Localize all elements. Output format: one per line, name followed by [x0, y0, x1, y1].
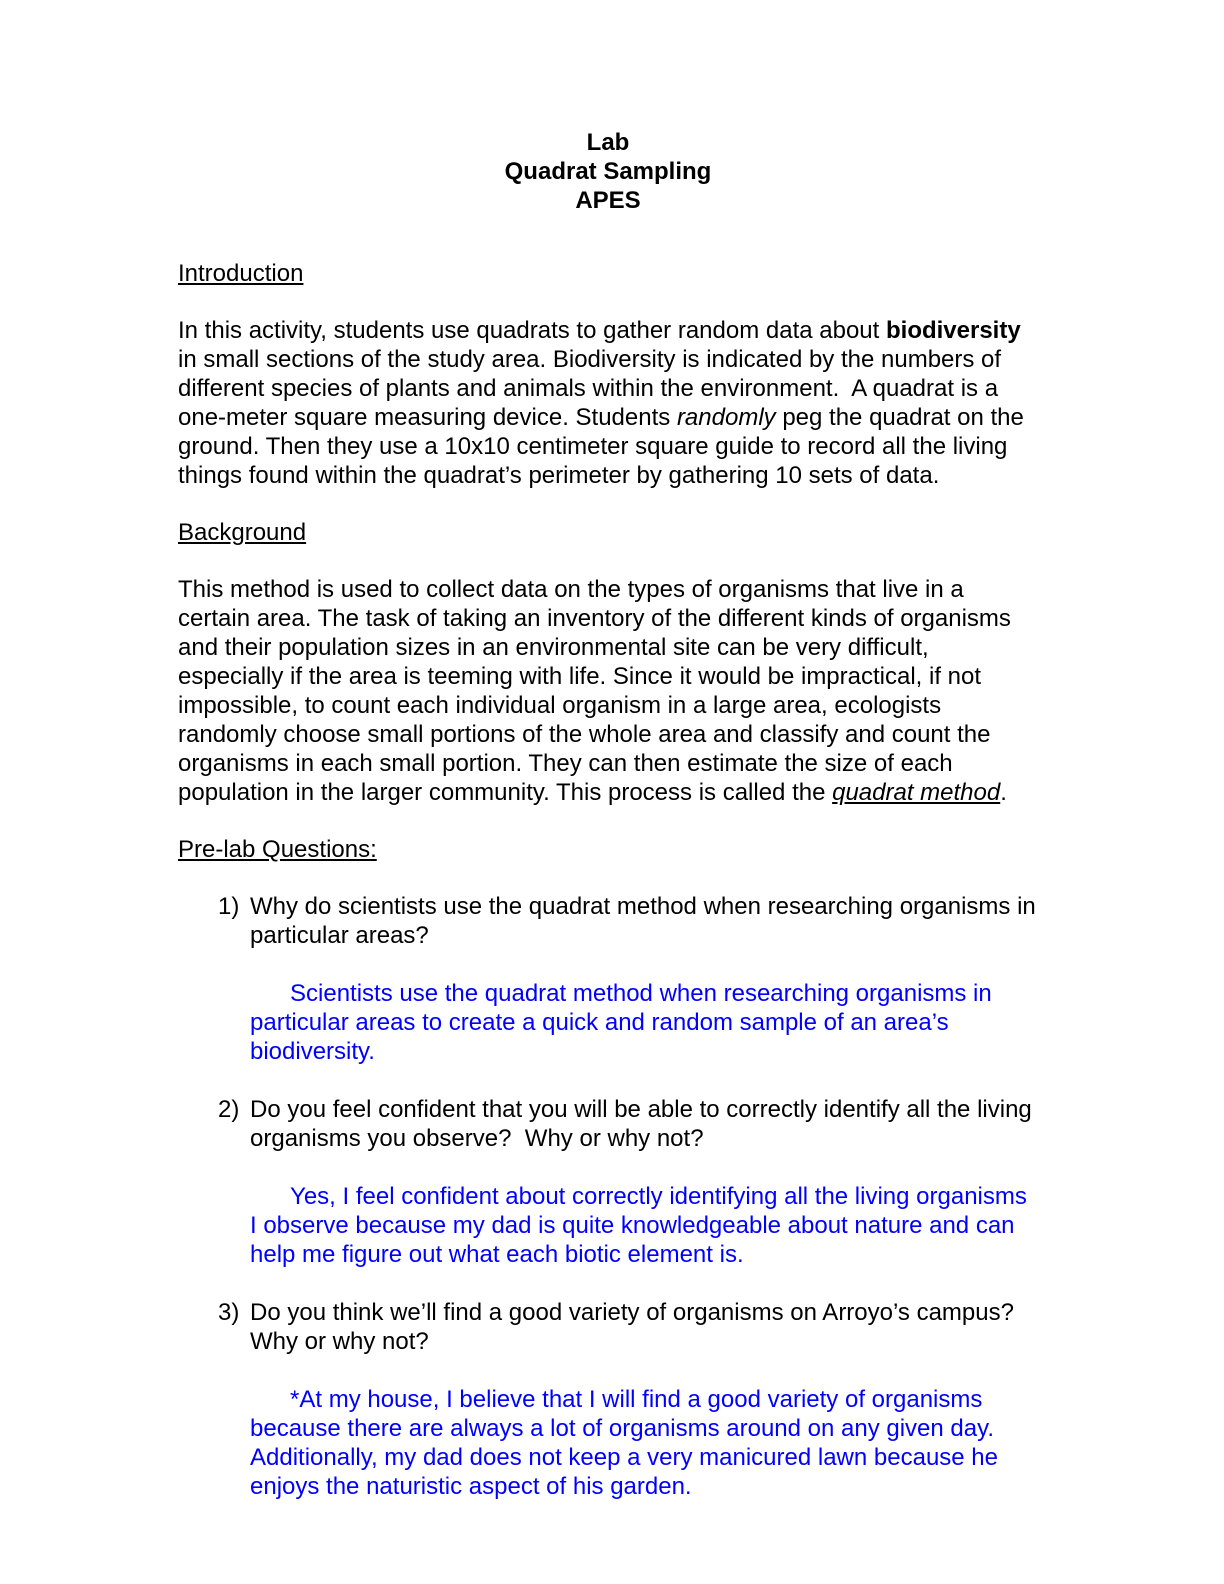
question-1-body	[250, 892, 1043, 1066]
intro-italic-randomly: randomly	[676, 404, 776, 431]
question-2	[178, 1095, 1038, 1269]
background-text-segment: This method is used to collect data on the types of organisms that live in a certain area. The task of taking an inventory of the different kinds of organisms and their population sizes in an environmental site can be very difficult, especially if the area is teeming with life. Since it would be impractical, if not impossible, to count each individual organism in a large area, ecologists randomly choose small portions of the whole area and classify and count the organisms in each small portion. They can then estimate the size of each population in the larger community. This process is called the	[178, 576, 1018, 806]
background-text-segment: .	[1000, 779, 1007, 806]
background-term-quadrat-method: quadrat method	[832, 779, 1001, 806]
question-3	[178, 1298, 1038, 1501]
intro-text-segment: in small sections of the study area. Biodiversity is indicated by the numbers of different species of plants and animals within the environment. A quadrat is a one-meter square measuring device. Students	[178, 317, 1028, 431]
question-2-number: 2)	[218, 1096, 240, 1123]
document-title	[178, 128, 1038, 215]
question-2-body	[250, 1095, 1038, 1269]
introduction-heading: Introduction	[178, 260, 304, 287]
prelab-questions-heading: Pre-lab Questions:	[178, 836, 377, 863]
question-1-answer: Scientists use the quadrat method when researching organisms in particular areas to create a quick and random sample of an area’s biodiversity.	[250, 980, 999, 1065]
intro-bold-biodiversity: biodiversity	[885, 317, 1021, 344]
question-3-text: Do you think we’ll find a good variety of organisms on Arroyo’s campus? Why or why not?	[250, 1299, 1021, 1355]
background-heading: Background	[178, 519, 307, 546]
intro-text-segment: peg the quadrat on the ground. Then they use a 10x10 centimeter square guide to record all the living things found within the quadrat’s perimeter by gathering 10 sets of data.	[178, 404, 1031, 489]
title-line-apes: APES	[575, 187, 641, 214]
title-line-quadrat-sampling: Quadrat Sampling	[504, 158, 712, 185]
introduction-paragraph	[178, 316, 1038, 490]
question-1	[178, 892, 1043, 1066]
question-3-body	[250, 1298, 1038, 1501]
intro-text-segment: In this activity, students use quadrats to gather random data about	[178, 317, 886, 344]
question-3-answer: *At my house, I believe that I will find a good variety of organisms because there are always a lot of organisms around on any given day. Additionally, my dad does not keep a very manicured lawn because he enjoys the naturistic aspect of his garden.	[250, 1386, 1005, 1500]
background-paragraph	[178, 575, 1038, 807]
question-1-number: 1)	[218, 893, 240, 920]
question-3-number: 3)	[218, 1299, 240, 1326]
question-2-text: Do you feel confident that you will be able to correctly identify all the living organisms you observe? Why or why not?	[250, 1096, 1039, 1152]
question-1-text: Why do scientists use the quadrat method when researching organisms in particular areas?	[250, 893, 1043, 949]
title-line-lab: Lab	[586, 129, 630, 156]
question-2-answer: Yes, I feel confident about correctly identifying all the living organisms I observe because my dad is quite knowledgeable about nature and can help me figure out what each biotic element is.	[250, 1183, 1034, 1268]
